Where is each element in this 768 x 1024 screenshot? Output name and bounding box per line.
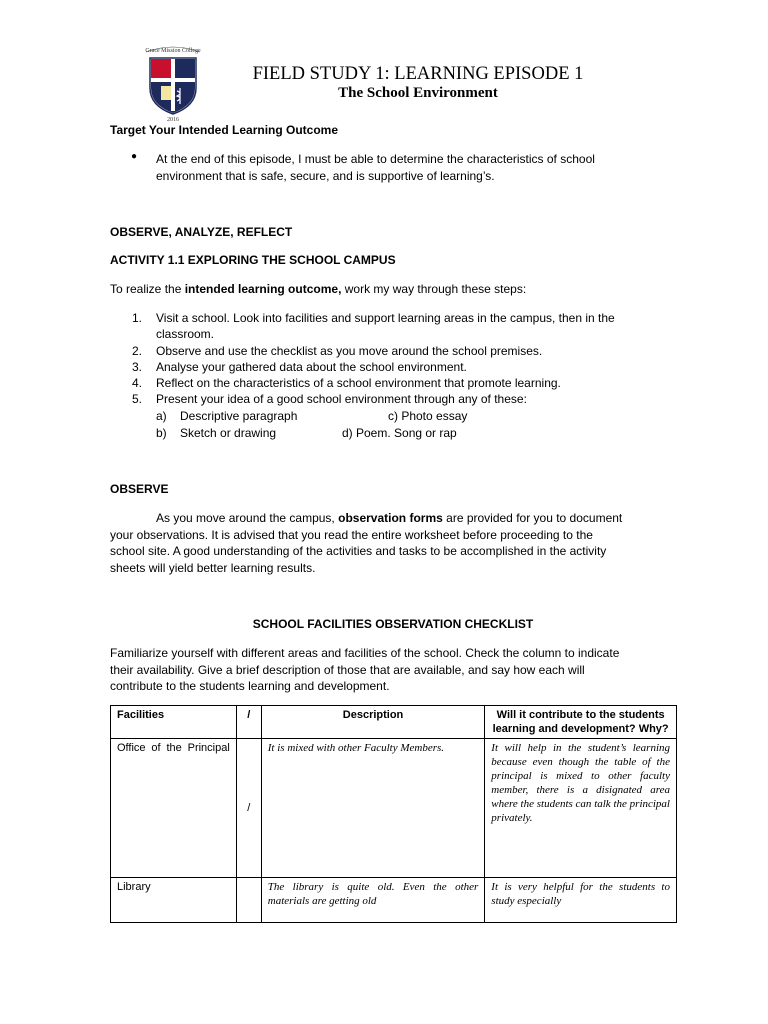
intro-post: work my way through these steps: — [341, 282, 527, 296]
observe-line: your observations. It is advised that you read the entire worksheet before proceeding to the — [110, 527, 593, 542]
facility-name — [111, 739, 237, 878]
step-text: Analyse your gathered data about the school environment. — [156, 360, 467, 374]
intro-bold: intended learning outcome, — [184, 282, 342, 296]
checklist-intro — [110, 645, 674, 695]
step-text: Reflect on the characteristics of a school environment that promote learning. — [156, 376, 561, 390]
checklist-title: SCHOOL FACILITIES OBSERVATION CHECKLIST — [252, 617, 534, 631]
intro-text — [110, 282, 526, 296]
step-number: 3. — [132, 360, 143, 374]
bullet-icon: ● — [131, 151, 138, 162]
intro-pre: To realize the — [110, 282, 185, 296]
table-header-row — [111, 706, 677, 739]
observe-paragraph — [110, 510, 674, 576]
option-text: c) Photo essay — [388, 409, 468, 423]
page-title: FIELD STUDY 1: LEARNING EPISODE 1 — [252, 64, 584, 84]
option-text: d) Poem. Song or rap — [342, 426, 457, 440]
option-text: Descriptive paragraph — [180, 409, 298, 423]
step-number: 4. — [132, 376, 143, 390]
step-number: 2. — [132, 344, 143, 358]
description-cell: It is mixed with other Faculty Members. — [261, 739, 485, 878]
step-line: classroom. — [156, 327, 215, 342]
observe-pre: As you move around the campus, — [156, 511, 339, 525]
check-cell — [236, 878, 261, 923]
checklist-table — [110, 705, 677, 923]
check-cell: / — [236, 739, 261, 878]
outcome-line: At the end of this episode, I must be able to determine the characteristics of school — [156, 152, 595, 166]
step-number: 1. — [132, 311, 143, 325]
header-facilities: Facilities — [111, 706, 237, 739]
contribution-cell: It is very helpful for the students to study especially — [485, 878, 677, 923]
section-heading: OBSERVE, ANALYZE, REFLECT — [110, 225, 293, 239]
checklist-intro-line: contribute to the students learning and development. — [110, 679, 390, 693]
checklist-intro-line: Familiarize yourself with different areas and facilities of the school. Check the column to indicate — [110, 646, 620, 660]
description-cell: The library is quite old. Even the other materials are getting old — [261, 878, 485, 923]
page-subtitle: The School Environment — [338, 85, 498, 101]
facility-text: Office of the Principal — [117, 742, 230, 754]
step-number: 5. — [132, 392, 143, 406]
observe-line: school site. A good understanding of the activities and tasks to be accomplished in the activity — [110, 544, 607, 558]
step-text: Observe and use the checklist as you move around the school premises. — [156, 344, 543, 358]
outcome-line: environment that is safe, secure, and is supportive of learning’s. — [156, 168, 495, 183]
option-label: a) — [156, 409, 167, 423]
facility-name: Library — [111, 878, 237, 923]
header-check: / — [236, 706, 261, 739]
outcome-text — [156, 151, 673, 184]
observe-bold: observation forms — [338, 511, 443, 525]
logo-year: 2016 — [167, 117, 179, 122]
header-contribute: Will it contribute to the students learning and development? Why? — [485, 706, 677, 739]
outcome-heading: Target Your Intended Learning Outcome — [110, 123, 339, 137]
option-label: b) — [156, 426, 167, 440]
step-line: Visit a school. Look into facilities and support learning areas in the campus, then in the — [156, 311, 615, 325]
header-description: Description — [261, 706, 485, 739]
observe-line: sheets will yield better learning results. — [110, 560, 316, 575]
table-row — [111, 878, 677, 923]
logo-arc-text: Grace Mission College — [145, 48, 201, 54]
checklist-intro-line: their availability. Give a brief description of those that are available, and say how each will — [110, 662, 585, 677]
contribution-cell: It will help in the student’s learning because even though the table of the principal is mixed to other faculty member, there is a disignated area where the students can talk the principal privately. — [485, 739, 677, 878]
observe-post: are provided for you to document — [442, 511, 623, 525]
observe-line — [110, 510, 674, 527]
option-text: Sketch or drawing — [180, 426, 277, 440]
table-row — [111, 739, 677, 878]
observe-heading: OBSERVE — [110, 482, 169, 496]
step-text — [156, 310, 673, 343]
activity-heading: ACTIVITY 1.1 EXPLORING THE SCHOOL CAMPUS — [110, 253, 396, 267]
step-text: Present your idea of a good school environment through any of these: — [156, 392, 527, 406]
